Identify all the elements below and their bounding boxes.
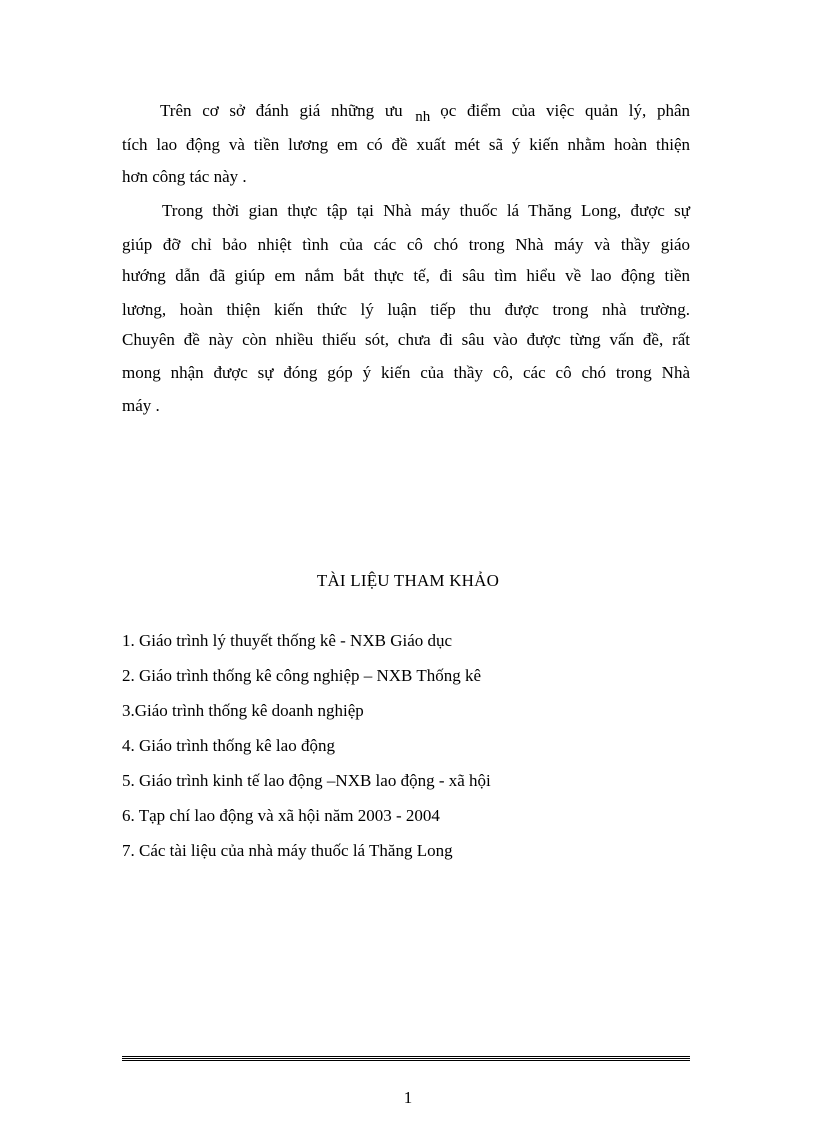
reference-item-2: 2. Giáo trình thống kê công nghiệp – NXB Thống kê bbox=[122, 666, 482, 685]
page-number: 1 bbox=[403, 1088, 413, 1107]
paragraph-1-line-2: tích lao động và tiền lương em có đề xuất mét sã ý kiến nhằm hoàn thiện bbox=[122, 135, 690, 154]
reference-item-7: 7. Các tài liệu của nhà máy thuốc lá Thăng Long bbox=[122, 841, 453, 860]
footer-rule-bottom bbox=[122, 1060, 690, 1061]
paragraph-2-line-2: giúp đỡ chỉ bảo nhiệt tình của các cô chó trong Nhà máy và thầy giáo bbox=[122, 235, 690, 254]
reference-item-3: 3.Giáo trình thống kê doanh nghiệp bbox=[122, 701, 364, 720]
paragraph-2-line-4: lương, hoàn thiện kiến thức lý luận tiếp thu được trong nhà trường. bbox=[122, 300, 690, 319]
paragraph-2-line-7: máy . bbox=[122, 396, 160, 415]
paragraph-1-line-1-start: Trên cơ sở đánh giá những ưu bbox=[160, 101, 403, 120]
references-title: TÀI LIỆU THAM KHẢO bbox=[316, 571, 500, 590]
paragraph-2-line-1: Trong thời gian thực tập tại Nhà máy thuốc lá Thăng Long, được sự bbox=[162, 201, 690, 220]
reference-item-4: 4. Giáo trình thống kê lao động bbox=[122, 736, 335, 755]
reference-item-5: 5. Giáo trình kinh tế lao động –NXB lao động - xã hội bbox=[122, 771, 491, 790]
paragraph-2-line-3: hướng dẫn đã giúp em nắm bắt thực tế, đi sâu tìm hiểu về lao động tiền bbox=[122, 266, 690, 285]
paragraph-1-line-1 bbox=[160, 101, 690, 125]
reference-item-1: 1. Giáo trình lý thuyết thống kê - NXB Giáo dục bbox=[122, 631, 453, 650]
paragraph-2-line-5: Chuyên đề này còn nhiều thiếu sót, chưa đi sâu vào được từng vấn đề, rất bbox=[122, 330, 690, 349]
paragraph-2-line-6: mong nhận được sự đóng góp ý kiến của thầy cô, các cô chó trong Nhà bbox=[122, 363, 690, 382]
footer-rule-top bbox=[122, 1056, 690, 1057]
paragraph-1-line-3: hơn công tác này . bbox=[122, 167, 247, 186]
subscript-fragment: nh bbox=[415, 109, 431, 125]
footer-rule-middle bbox=[122, 1058, 690, 1059]
reference-item-6: 6. Tạp chí lao động và xã hội năm 2003 - 2004 bbox=[122, 806, 440, 825]
paragraph-1-line-1-end: ọc điểm của việc quản lý, phân bbox=[440, 101, 690, 120]
